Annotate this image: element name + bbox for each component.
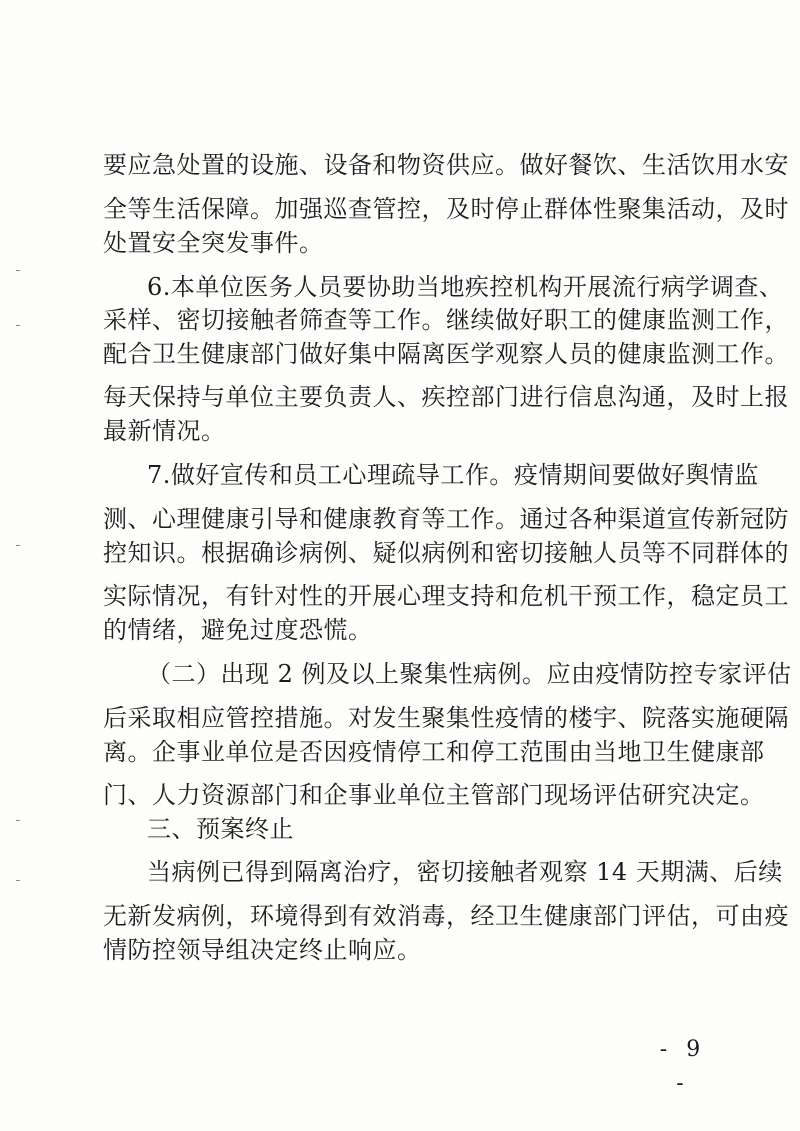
body-line-2: 全等生活保障。加强巡查管控，及时停止群体性聚集活动，及时: [103, 195, 789, 223]
body-line-12: 实际情况，有针对性的开展心理支持和危机干预工作，稳定员工: [103, 582, 789, 610]
body-line-8: 最新情况。: [103, 417, 226, 445]
scan-mark: [16, 325, 20, 326]
body-line-3: 处置安全突发事件。: [103, 229, 324, 257]
body-line-17: 门、人力资源部门和企事业单位主管部门现场评估研究决定。: [103, 781, 765, 809]
body-line-1: 要应急处置的设施、设备和物资供应。做好餐饮、生活饮用水安: [103, 151, 789, 179]
body-line-7: 每天保持与单位主要负责人、疾控部门进行信息沟通，及时上报: [103, 383, 789, 411]
scan-mark: [16, 545, 20, 546]
scan-mark: [16, 270, 20, 271]
section-heading: 三、预案终止: [147, 815, 294, 843]
body-line-15: 后采取相应管控措施。对发生聚集性疫情的楼宇、院落实施硬隔: [103, 704, 789, 732]
scan-mark: [16, 880, 20, 881]
body-line-5: 采样、密切接触者筛查等工作。继续做好职工的健康监测工作，: [103, 306, 789, 334]
body-line-14: （二）出现 2 例及以上聚集性病例。应由疫情防控专家评估: [147, 660, 792, 688]
body-line-19: 当病例已得到隔离治疗，密切接触者观察 14 天期满、后续: [147, 858, 783, 886]
body-line-6: 配合卫生健康部门做好集中隔离医学观察人员的健康监测工作。: [103, 340, 789, 368]
body-line-20: 无新发病例，环境得到有效消毒，经卫生健康部门评估，可由疫: [103, 902, 789, 930]
body-line-4: 6.本单位医务人员要协助当地疾控机构开展流行病学调查、: [147, 273, 784, 301]
body-line-11: 控知识。根据确诊病例、疑似病例和密切接触人员等不同群体的: [103, 539, 789, 567]
body-line-10: 测、心理健康引导和健康教育等工作。通过各种渠道宣传新冠防: [103, 505, 789, 533]
page-number: - 9 -: [659, 1037, 707, 1096]
body-line-21: 情防控领导组决定终止响应。: [103, 936, 422, 964]
body-line-16: 离。企事业单位是否因疫情停工和停工范围由当地卫生健康部: [103, 738, 765, 766]
scan-mark: [16, 820, 20, 821]
body-line-9: 7.做好宣传和员工心理疏导工作。疫情期间要做好舆情监: [147, 461, 759, 489]
body-line-13: 的情绪，避免过度恐慌。: [103, 616, 373, 644]
